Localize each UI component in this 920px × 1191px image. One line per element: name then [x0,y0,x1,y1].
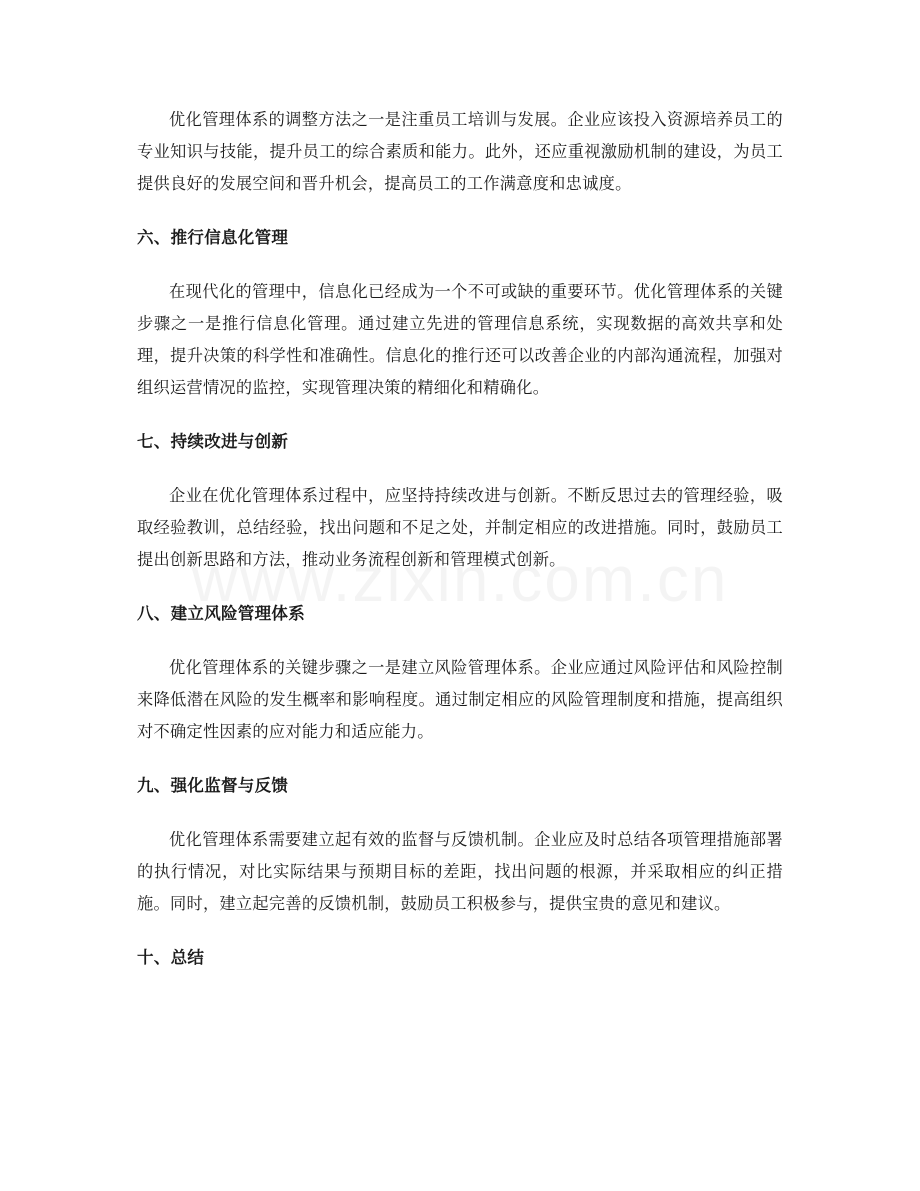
section-paragraph-7: 企业在优化管理体系过程中，应坚持持续改进与创新。不断反思过去的管理经验，吸取经验教训，总结经验，找出问题和不足之处，并制定相应的改进措施。同时，鼓励员工提出创新思路和方法，推动业务流程创新和管理模式创新。 [137,486,783,569]
section-heading-10: 十、总结 [137,948,205,967]
section-paragraph-8: 优化管理体系的关键步骤之一是建立风险管理体系。企业应通过风险评估和风险控制来降低潜在风险的发生概率和影响程度。通过制定相应的风险管理制度和措施，提高组织对不确定性因素的应对能力和适应能力。 [137,658,783,741]
section-paragraph-9: 优化管理体系需要建立起有效的监督与反馈机制。企业应及时总结各项管理措施部署的执行情况，对比实际结果与预期目标的差距，找出问题的根源，并采取相应的纠正措施。同时，建立起完善的反馈机制，鼓励员工积极参与，提供宝贵的意见和建议。 [137,830,783,913]
section-heading-6: 六、推行信息化管理 [137,228,289,247]
section-paragraph-6: 在现代化的管理中，信息化已经成为一个不可或缺的重要环节。优化管理体系的关键步骤之一是推行信息化管理。通过建立先进的管理信息系统，实现数据的高效共享和处理，提升决策的科学性和准确性。信息化的推行还可以改善企业的内部沟通流程，加强对组织运营情况的监控，实现管理决策的精细化和精确化。 [137,282,783,397]
section-heading-8: 八、建立风险管理体系 [137,604,305,623]
intro-paragraph: 优化管理体系的调整方法之一是注重员工培训与发展。企业应该投入资源培养员工的专业知识与技能，提升员工的综合素质和能力。此外，还应重视激励机制的建设，为员工提供良好的发展空间和晋升机会，提高员工的工作满意度和忠诚度。 [137,110,783,193]
section-heading-9: 九、强化监督与反馈 [137,776,289,795]
document-body [137,104,783,974]
section-heading-7: 七、持续改进与创新 [137,432,289,451]
